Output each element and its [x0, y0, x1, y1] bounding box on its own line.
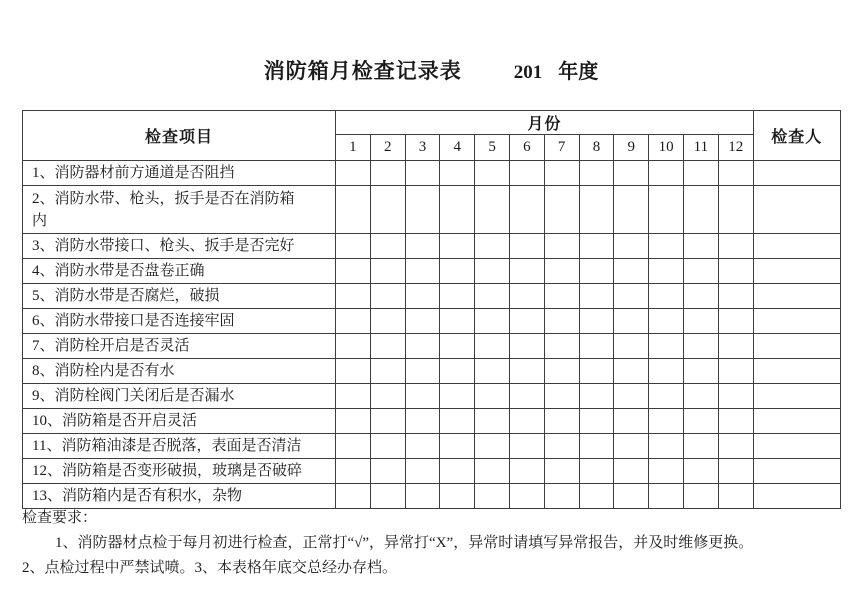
month-cell [405, 259, 440, 284]
row-label: 1、消防器材前方通道是否阻挡 [23, 161, 336, 186]
month-cell [544, 484, 579, 509]
table-row [23, 384, 841, 409]
month-cell [509, 161, 544, 186]
month-cell [405, 161, 440, 186]
month-cell [579, 484, 614, 509]
row-label: 4、消防水带是否盘卷正确 [23, 259, 336, 284]
inspection-notes [22, 506, 842, 581]
month-cell [336, 309, 371, 334]
month-cell [683, 484, 718, 509]
inspector-cell [753, 186, 840, 234]
month-cell [718, 259, 753, 284]
month-cell [614, 234, 649, 259]
month-cell [683, 434, 718, 459]
month-cell [440, 334, 475, 359]
month-cell [440, 161, 475, 186]
header-month-8: 8 [579, 135, 614, 161]
month-cell [649, 161, 684, 186]
month-cell [475, 459, 510, 484]
month-cell [614, 284, 649, 309]
month-cell [614, 484, 649, 509]
month-cell [649, 384, 684, 409]
row-label: 5、消防水带是否腐烂，破损 [23, 284, 336, 309]
month-cell [336, 259, 371, 284]
month-cell [718, 359, 753, 384]
table-row [23, 459, 841, 484]
month-cell [475, 384, 510, 409]
month-cell [579, 359, 614, 384]
month-cell [718, 234, 753, 259]
month-cell [336, 284, 371, 309]
month-cell [579, 334, 614, 359]
month-cell [440, 459, 475, 484]
month-cell [336, 359, 371, 384]
table-row [23, 359, 841, 384]
month-cell [614, 334, 649, 359]
month-cell [614, 359, 649, 384]
month-cell [579, 284, 614, 309]
month-cell [544, 359, 579, 384]
header-month-group: 月份 [336, 111, 754, 135]
header-month-3: 3 [405, 135, 440, 161]
month-cell [718, 334, 753, 359]
month-cell [649, 434, 684, 459]
table-row [23, 409, 841, 434]
month-cell [475, 234, 510, 259]
month-cell [440, 409, 475, 434]
month-cell [440, 484, 475, 509]
month-cell [683, 259, 718, 284]
month-cell [405, 459, 440, 484]
month-cell [683, 334, 718, 359]
month-cell [509, 484, 544, 509]
month-cell [440, 234, 475, 259]
row-label: 12、消防箱是否变形破损，玻璃是否破碎 [23, 459, 336, 484]
month-cell [370, 161, 405, 186]
header-month-5: 5 [475, 135, 510, 161]
month-cell [440, 259, 475, 284]
table-row [23, 161, 841, 186]
month-cell [718, 459, 753, 484]
row-label: 3、消防水带接口、枪头、扳手是否完好 [23, 234, 336, 259]
month-cell [336, 434, 371, 459]
month-cell [579, 259, 614, 284]
month-cell [370, 259, 405, 284]
month-cell [370, 186, 405, 234]
month-cell [683, 384, 718, 409]
month-cell [579, 309, 614, 334]
month-cell [370, 284, 405, 309]
month-cell [544, 409, 579, 434]
month-cell [614, 161, 649, 186]
inspector-cell [753, 309, 840, 334]
month-cell [475, 309, 510, 334]
month-cell [336, 384, 371, 409]
month-cell [579, 434, 614, 459]
header-month-10: 10 [649, 135, 684, 161]
month-cell [614, 434, 649, 459]
month-cell [440, 384, 475, 409]
month-cell [649, 484, 684, 509]
month-cell [370, 459, 405, 484]
inspector-cell [753, 434, 840, 459]
month-cell [405, 284, 440, 309]
month-cell [544, 234, 579, 259]
inspector-cell [753, 459, 840, 484]
month-cell [509, 334, 544, 359]
month-cell [544, 259, 579, 284]
month-cell [718, 309, 753, 334]
notes-line-1: 1、消防器材点检于每月初进行检查，正常打“√”，异常打“X”，异常时请填写异常报告，并及时维修更换。 [55, 535, 754, 551]
inspector-cell [753, 384, 840, 409]
row-label: 6、消防水带接口是否连接牢固 [23, 309, 336, 334]
month-cell [475, 359, 510, 384]
month-cell [683, 359, 718, 384]
month-cell [579, 409, 614, 434]
inspector-cell [753, 161, 840, 186]
row-label: 10、消防箱是否开启灵活 [23, 409, 336, 434]
month-cell [440, 359, 475, 384]
month-cell [509, 186, 544, 234]
inspection-table [22, 110, 841, 509]
month-cell [649, 359, 684, 384]
month-cell [370, 434, 405, 459]
inspector-cell [753, 284, 840, 309]
inspector-cell [753, 409, 840, 434]
month-cell [405, 334, 440, 359]
month-cell [579, 384, 614, 409]
month-cell [336, 234, 371, 259]
inspector-cell [753, 484, 840, 509]
month-cell [509, 234, 544, 259]
inspector-cell [753, 359, 840, 384]
month-cell [475, 161, 510, 186]
month-cell [475, 409, 510, 434]
month-cell [370, 234, 405, 259]
month-cell [649, 309, 684, 334]
month-cell [370, 384, 405, 409]
month-cell [475, 334, 510, 359]
month-cell [544, 161, 579, 186]
month-cell [475, 186, 510, 234]
inspector-cell [753, 334, 840, 359]
month-cell [405, 359, 440, 384]
table-row [23, 334, 841, 359]
table-row [23, 434, 841, 459]
month-cell [614, 459, 649, 484]
month-cell [718, 186, 753, 234]
month-cell [509, 359, 544, 384]
month-cell [509, 409, 544, 434]
month-cell [336, 484, 371, 509]
month-cell [683, 186, 718, 234]
title-year-label: 年度 [558, 61, 599, 83]
month-cell [336, 459, 371, 484]
month-cell [544, 186, 579, 234]
month-cell [683, 161, 718, 186]
month-cell [649, 334, 684, 359]
month-cell [614, 186, 649, 234]
month-cell [475, 259, 510, 284]
month-cell [683, 234, 718, 259]
month-cell [683, 284, 718, 309]
header-month-1: 1 [336, 135, 371, 161]
month-cell [405, 484, 440, 509]
month-cell [683, 409, 718, 434]
header-inspector-column: 检查人 [753, 111, 840, 161]
month-cell [405, 434, 440, 459]
month-cell [440, 309, 475, 334]
header-month-2: 2 [370, 135, 405, 161]
month-cell [440, 186, 475, 234]
inspector-cell [753, 234, 840, 259]
month-cell [614, 309, 649, 334]
month-cell [579, 234, 614, 259]
month-cell [649, 234, 684, 259]
month-cell [579, 459, 614, 484]
month-cell [440, 284, 475, 309]
month-cell [405, 409, 440, 434]
header-month-11: 11 [683, 135, 718, 161]
row-label: 2、消防水带、枪头，扳手是否在消防箱内 [23, 186, 336, 234]
month-cell [509, 259, 544, 284]
month-cell [509, 434, 544, 459]
header-item-column: 检查项目 [23, 111, 336, 161]
month-cell [649, 259, 684, 284]
month-cell [718, 409, 753, 434]
month-cell [649, 409, 684, 434]
month-cell [683, 459, 718, 484]
month-cell [336, 334, 371, 359]
month-cell [336, 161, 371, 186]
month-cell [509, 284, 544, 309]
page-title [0, 55, 862, 85]
inspector-cell [753, 259, 840, 284]
month-cell [405, 384, 440, 409]
row-label: 11、消防箱油漆是否脱落，表面是否清洁 [23, 434, 336, 459]
month-cell [614, 409, 649, 434]
month-cell [544, 334, 579, 359]
header-month-7: 7 [544, 135, 579, 161]
notes-line-2: 2、点检过程中严禁试喷。3、本表格年底交总经办存档。 [22, 560, 398, 576]
month-cell [370, 484, 405, 509]
month-cell [718, 284, 753, 309]
table-row [23, 234, 841, 259]
table-row [23, 484, 841, 509]
table-row [23, 259, 841, 284]
month-cell [649, 459, 684, 484]
month-cell [370, 334, 405, 359]
month-cell [475, 284, 510, 309]
row-label: 13、消防箱内是否有积水，杂物 [23, 484, 336, 509]
month-cell [683, 309, 718, 334]
month-cell [718, 384, 753, 409]
month-cell [718, 161, 753, 186]
title-text: 消防箱月检查记录表 [263, 59, 462, 83]
title-year-value: 201 [513, 62, 543, 83]
month-cell [649, 186, 684, 234]
month-cell [475, 484, 510, 509]
header-month-6: 6 [509, 135, 544, 161]
month-cell [544, 309, 579, 334]
month-cell [614, 259, 649, 284]
month-cell [405, 186, 440, 234]
month-cell [405, 309, 440, 334]
table-row [23, 284, 841, 309]
month-cell [579, 161, 614, 186]
month-cell [509, 309, 544, 334]
month-cell [370, 409, 405, 434]
header-month-4: 4 [440, 135, 475, 161]
month-cell [370, 359, 405, 384]
month-cell [544, 434, 579, 459]
month-cell [544, 384, 579, 409]
month-cell [718, 484, 753, 509]
row-label: 8、消防栓内是否有水 [23, 359, 336, 384]
row-label: 9、消防栓阀门关闭后是否漏水 [23, 384, 336, 409]
month-cell [336, 409, 371, 434]
month-cell [336, 186, 371, 234]
month-cell [405, 234, 440, 259]
month-cell [475, 434, 510, 459]
month-cell [579, 186, 614, 234]
month-cell [544, 284, 579, 309]
header-month-9: 9 [614, 135, 649, 161]
month-cell [718, 434, 753, 459]
month-cell [509, 459, 544, 484]
table-row [23, 309, 841, 334]
header-row-groups [23, 111, 841, 135]
month-cell [614, 384, 649, 409]
notes-heading: 检查要求： [22, 510, 98, 526]
row-label: 7、消防栓开启是否灵活 [23, 334, 336, 359]
header-month-12: 12 [718, 135, 753, 161]
month-cell [440, 434, 475, 459]
month-cell [544, 459, 579, 484]
month-cell [370, 309, 405, 334]
month-cell [509, 384, 544, 409]
month-cell [649, 284, 684, 309]
table-row [23, 186, 841, 234]
